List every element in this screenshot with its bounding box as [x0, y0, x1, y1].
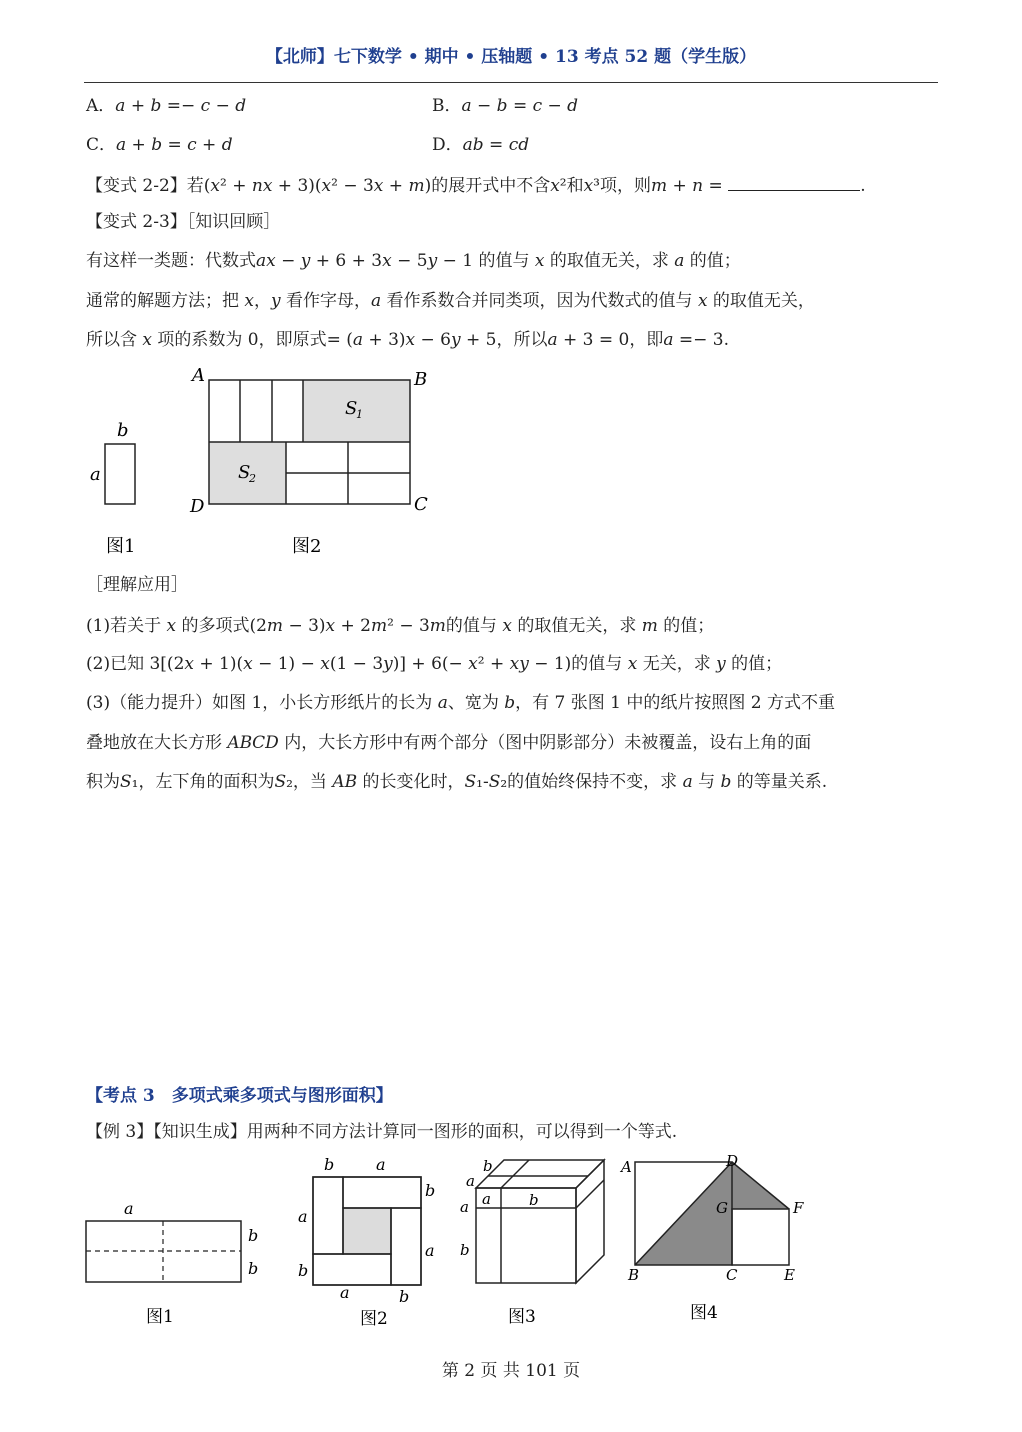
fig3-label-b1: b	[483, 1157, 493, 1175]
option-c: C．𝑎 + 𝑏 = 𝑐 + 𝑑	[86, 135, 233, 155]
fig2-label-b-top: b	[324, 1155, 335, 1174]
question-3-line3: 积为𝑆₁，左下角的面积为𝑆₂，当 𝐴𝐵 的长变化时，𝑆₁-𝑆₂的值始终保持不变，求 𝑎 与 𝑏 的等量关系.	[86, 772, 828, 792]
figB-fig4-caption: 图4	[690, 1303, 718, 1323]
variant-2-2	[86, 172, 866, 198]
knowledge-review-line1: 有这样一类题：代数式𝑎𝑥 − 𝑦 + 6 + 3𝑥 − 5𝑦 − 1 的值与 𝑥 的取值无关，求 𝑎 的值；	[86, 251, 741, 271]
page-header-title: 【北师】七下数学 • 期中 • 压轴题 • 13 考点 52 题（学生版）	[265, 47, 757, 67]
fig4-label-D: D	[726, 1152, 739, 1170]
option-b: B．𝑎 − 𝑏 = 𝑐 − 𝑑	[432, 96, 579, 116]
label-s1: S	[345, 398, 358, 419]
label-s1-sub: 1	[356, 408, 363, 421]
label-D: D	[190, 496, 205, 517]
label-C: C	[414, 494, 428, 515]
fig3-label-b2: b	[529, 1191, 539, 1209]
apply-title: ［理解应用］	[86, 575, 188, 595]
label-b: b	[117, 420, 129, 441]
fig2-label-a-left: a	[298, 1207, 308, 1226]
fig3-label-b3: b	[460, 1241, 470, 1259]
fig1-caption: 图1	[106, 536, 136, 557]
fig2-label-a-bottom: a	[340, 1283, 350, 1302]
fig2-label-a-right: a	[425, 1241, 435, 1260]
knowledge-review-line2: 通常的解题方法；把 𝑥，𝑦 看作字母，𝑎 看作系数合并同类项，因为代数式的值与 𝑥 的取值无关，	[86, 291, 815, 311]
figure-rectangles-abcd	[80, 362, 460, 562]
fig3-front-face	[476, 1188, 576, 1283]
option-d: D．𝑎𝑏 = 𝑐𝑑	[432, 135, 530, 155]
small-rectangle	[105, 444, 135, 504]
fig2-label-a-top: a	[376, 1155, 386, 1174]
fig2-label-b-bottom: b	[399, 1287, 410, 1306]
page-footer: 第 2 页 共 101 页	[441, 1361, 581, 1381]
fig3-label-a2: a	[482, 1190, 491, 1208]
fig2-center-square	[343, 1208, 391, 1254]
figB-fig1-caption: 图1	[146, 1307, 174, 1327]
figB-fig2-caption: 图2	[360, 1309, 388, 1329]
example-3: 【例 3】【知识生成】用两种不同方法计算同一图形的面积，可以得到一个等式.	[86, 1122, 678, 1142]
fig4-label-C: C	[726, 1266, 738, 1284]
knowledge-review-line3: 所以含 𝑥 项的系数为 0，即原式= (𝑎 + 3)𝑥 − 6𝑦 + 5，所以𝑎 + 3 = 0，即𝑎 =− 3.	[86, 330, 729, 350]
option-a: A．𝑎 + 𝑏 =− 𝑐 − 𝑑	[86, 96, 247, 116]
fig3-label-a1: a	[466, 1172, 475, 1190]
fig4-label-A: A	[621, 1158, 632, 1176]
fig2-label-b-right: b	[425, 1181, 436, 1200]
variant-2-3-title: 【变式 2-3】［知识回顾］	[86, 212, 281, 232]
label-A: A	[192, 365, 205, 386]
figure-area-identities	[70, 1150, 830, 1340]
fig3-label-a3: a	[460, 1198, 469, 1216]
fig4-label-E: E	[784, 1266, 795, 1284]
fig4-label-F: F	[793, 1199, 804, 1217]
fig2-caption: 图2	[292, 536, 322, 557]
variant-2-2-text: 【变式 2-2】若(𝑥² + 𝑛𝑥 + 3)(𝑥² − 3𝑥 + 𝑚)的展开式中不含𝑥²和𝑥³项，则𝑚 + 𝑛 =	[86, 176, 723, 196]
question-3-line2: 叠地放在大长方形 𝐴𝐵𝐶𝐷 内，大长方形中有两个部分（图中阴影部分）未被覆盖，设右上角的面	[86, 733, 812, 753]
label-B: B	[414, 369, 428, 390]
fig1-label-b1: b	[248, 1226, 259, 1245]
fig1-label-a: a	[124, 1199, 134, 1218]
fig2-label-b-left: b	[298, 1261, 309, 1280]
answer-blank[interactable]	[728, 172, 860, 191]
question-3-line1: (3)（能力提升）如图 1，小长方形纸片的长为 𝑎、宽为 𝑏，有 7 张图 1 中的纸片按照图 2 方式不重	[86, 693, 835, 713]
variant-2-2-end: .	[860, 176, 866, 196]
label-a: a	[90, 464, 101, 485]
question-1: (1)若关于 𝑥 的多项式(2𝑚 − 3)𝑥 + 2𝑚² − 3𝑚的值与 𝑥 的取值无关，求 𝑚 的值；	[86, 616, 715, 636]
fig4-small-square	[732, 1209, 789, 1265]
label-s2: S	[238, 462, 251, 483]
section-3-title: 【考点 3 多项式乘多项式与图形面积】	[86, 1086, 393, 1106]
header-divider	[84, 82, 938, 83]
fig4-label-G: G	[716, 1199, 728, 1217]
figB-fig3-caption: 图3	[508, 1307, 536, 1327]
fig4-label-B: B	[628, 1266, 640, 1284]
label-s2-sub: 2	[249, 472, 256, 485]
question-2: (2)已知 3[(2𝑥 + 1)(𝑥 − 1) − 𝑥(1 − 3𝑦)] + 6(− 𝑥² + 𝑥𝑦 − 1)的值与 𝑥 无关，求 𝑦 的值；	[86, 654, 783, 674]
fig1-label-b2: b	[248, 1259, 259, 1278]
